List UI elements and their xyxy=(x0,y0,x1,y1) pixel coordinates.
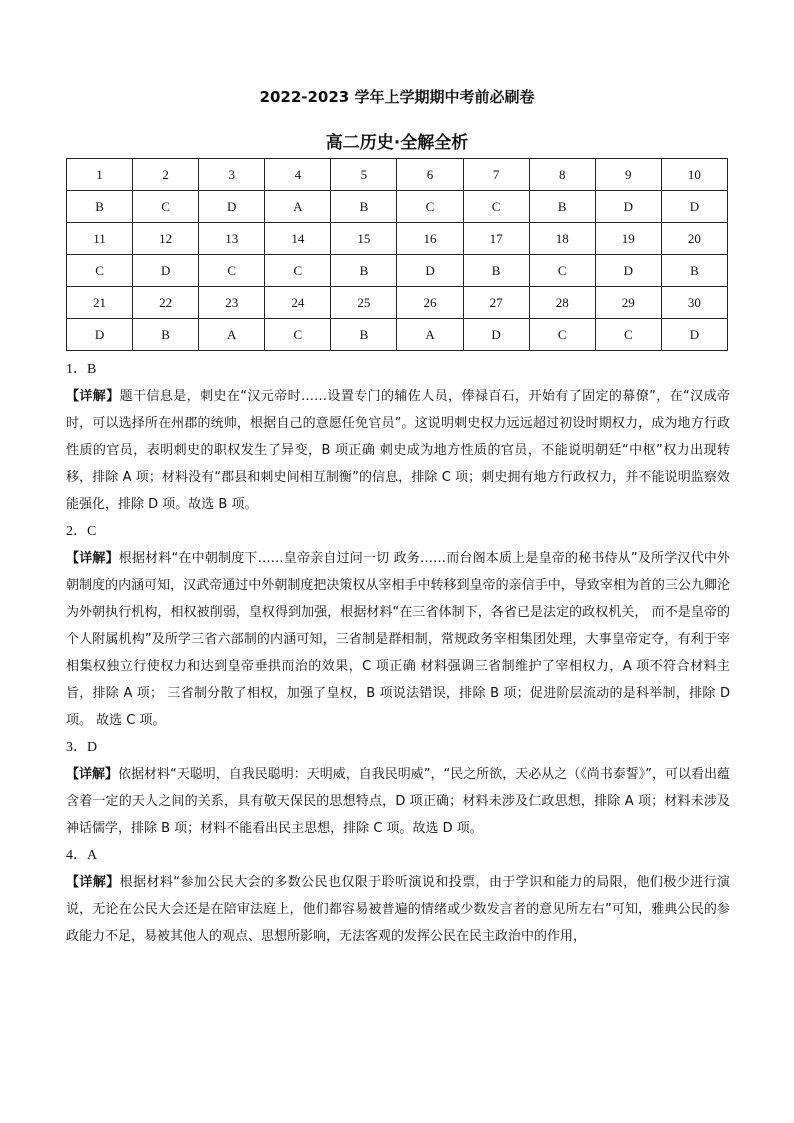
question-heading: 3．D xyxy=(66,740,98,755)
answer-cell: B xyxy=(331,319,397,351)
question-number-cell: 9 xyxy=(595,159,661,191)
question-number-cell: 18 xyxy=(529,223,595,255)
answer-row xyxy=(67,319,728,351)
question-explanation xyxy=(66,761,730,842)
question-number-cell: 26 xyxy=(397,287,463,319)
explanations xyxy=(66,356,730,950)
answer-cell: B xyxy=(331,191,397,223)
question-number-cell: 2 xyxy=(133,159,199,191)
answer-cell: D xyxy=(67,319,133,351)
question-number-row xyxy=(67,287,728,319)
question-number-cell: 25 xyxy=(331,287,397,319)
question-number-cell: 15 xyxy=(331,223,397,255)
answer-row xyxy=(67,255,728,287)
question-number-cell: 20 xyxy=(661,223,727,255)
question-number-row xyxy=(67,223,728,255)
answer-cell: C xyxy=(133,191,199,223)
answer-row xyxy=(67,191,728,223)
question-number-row xyxy=(67,159,728,191)
question-number-cell: 5 xyxy=(331,159,397,191)
question-number-cell: 23 xyxy=(199,287,265,319)
document-title: 2022-2023 学年上学期期中考前必刷卷 xyxy=(259,88,535,106)
answer-cell: B xyxy=(67,191,133,223)
answer-cell: D xyxy=(133,255,199,287)
question-number-cell: 28 xyxy=(529,287,595,319)
explanation-text: 依据材料“天聪明，自我民聪明：天明威，自我民明威”，“民之所欲，天必从之（《尚书泰誓》”，可以看出蕴含着一定的天人之间的关系，具有敬天保民的思想特点，D 项正确；材料未涉及仁政思想，排除 A 项；材料未涉及神话儒学，排除 B 项；材料不能看出民主思想，排除 C 项。故选 D 项。 xyxy=(66,767,730,836)
answer-cell: D xyxy=(199,191,265,223)
answer-cell: A xyxy=(265,191,331,223)
question-number-cell: 24 xyxy=(265,287,331,319)
question-number-cell: 19 xyxy=(595,223,661,255)
detail-tag: 【详解】 xyxy=(66,389,120,404)
answer-cell: C xyxy=(265,319,331,351)
answer-cell: C xyxy=(199,255,265,287)
question-number-cell: 16 xyxy=(397,223,463,255)
document-subtitle: 高二历史·全解全析 xyxy=(325,133,469,153)
answer-cell: D xyxy=(463,319,529,351)
answer-table xyxy=(66,158,728,351)
question-number-cell: 13 xyxy=(199,223,265,255)
explanation-text: 根据材料“参加公民大会的多数公民也仅限于聆听演说和投票，由于学识和能力的局限，他们极少进行演说，无论在公民大会还是在陪审法庭上，他们都容易被普遍的情绪或少数发言者的意见所左右”可知，雅典公民的参政能力不足，易被其他人的观点、思想所影响，无法客观的发挥公民在民主政治中的作用， xyxy=(66,875,730,944)
question-number-cell: 30 xyxy=(661,287,727,319)
question-number-cell: 1 xyxy=(67,159,133,191)
question-number-cell: 14 xyxy=(265,223,331,255)
answer-cell: C xyxy=(595,319,661,351)
question-number-cell: 12 xyxy=(133,223,199,255)
detail-tag: 【详解】 xyxy=(66,875,120,890)
answer-cell: D xyxy=(661,191,727,223)
question-number-cell: 10 xyxy=(661,159,727,191)
question-heading: 1．B xyxy=(66,362,97,377)
question-number-cell: 17 xyxy=(463,223,529,255)
question-number-cell: 7 xyxy=(463,159,529,191)
detail-tag: 【详解】 xyxy=(66,551,119,566)
explanation-text: 题干信息是，刺史在“汉元帝时……设置专门的辅佐人员，俸禄百石，开始有了固定的幕僚”，在“汉成帝时，可以选择所在州郡的统帅，根据自己的意愿任免官员”。这说明刺史权力远远超过初设时期权力，成为地方行政性质的官员，表明刺史的职权发生了异变，B 项正确 刺史成为地方性质的官员，不能说明朝廷“中枢”权力出现转移，排除 A 项；材料没有“郡县和刺史间相互制衡”的信息，排除 C 项；刺史拥有地方行政权力，并不能说明监察效能强化，排除 D 项。故选 B 项。 xyxy=(66,389,730,512)
answer-cell: D xyxy=(661,319,727,351)
question-explanation xyxy=(66,383,730,518)
question-number-cell: 22 xyxy=(133,287,199,319)
detail-tag: 【详解】 xyxy=(66,767,119,782)
answer-cell: B xyxy=(661,255,727,287)
question-number-cell: 29 xyxy=(595,287,661,319)
answer-cell: B xyxy=(529,191,595,223)
answer-cell: D xyxy=(595,255,661,287)
question-number-cell: 11 xyxy=(67,223,133,255)
answer-cell: C xyxy=(67,255,133,287)
question-explanation xyxy=(66,545,730,734)
answer-cell: D xyxy=(397,255,463,287)
question-number-cell: 21 xyxy=(67,287,133,319)
question-number-cell: 27 xyxy=(463,287,529,319)
question-heading: 4．A xyxy=(66,848,98,863)
answer-cell: C xyxy=(265,255,331,287)
answer-cell: C xyxy=(463,191,529,223)
answer-cell: C xyxy=(529,319,595,351)
question-number-cell: 8 xyxy=(529,159,595,191)
question-explanation xyxy=(66,869,730,950)
explanation-text: 根据材料“在中朝制度下……皇帝亲自过问一切 政务……而台阁本质上是皇帝的秘书侍从”及所学汉代中外朝制度的内涵可知，汉武帝通过中外朝制度把决策权从宰相手中转移到皇帝的亲信手中，导致宰相为首的三公九卿沦为外朝执行机构，相权被削弱，皇权得到加强，根据材料“在三省体制下，各省已是法定的政权机关， 而不是皇帝的个人附属机构”及所学三省六部制的内涵可知，三省制是群相制，常规政务宰相集团处理，大事皇帝定夺，有利于宰相集权独立行使权力和达到皇帝垂拱而治的效果，C 项正确 材料强调三省制维护了宰相权力，A 项不符合材料主旨，排除 A 项； 三省制分散了相权，加强了皇权，B 项说法错误，排除 B 项；促进阶层流动的是科举制，排除 D 项。 故选 C 项。 xyxy=(66,551,730,728)
answer-cell: A xyxy=(199,319,265,351)
question-heading: 2．C xyxy=(66,524,97,539)
answer-cell: B xyxy=(331,255,397,287)
answer-cell: C xyxy=(529,255,595,287)
question-number-cell: 3 xyxy=(199,159,265,191)
answer-cell: A xyxy=(397,319,463,351)
question-number-cell: 4 xyxy=(265,159,331,191)
answer-cell: D xyxy=(595,191,661,223)
question-number-cell: 6 xyxy=(397,159,463,191)
answer-cell: B xyxy=(133,319,199,351)
answer-cell: C xyxy=(397,191,463,223)
answer-cell: B xyxy=(463,255,529,287)
